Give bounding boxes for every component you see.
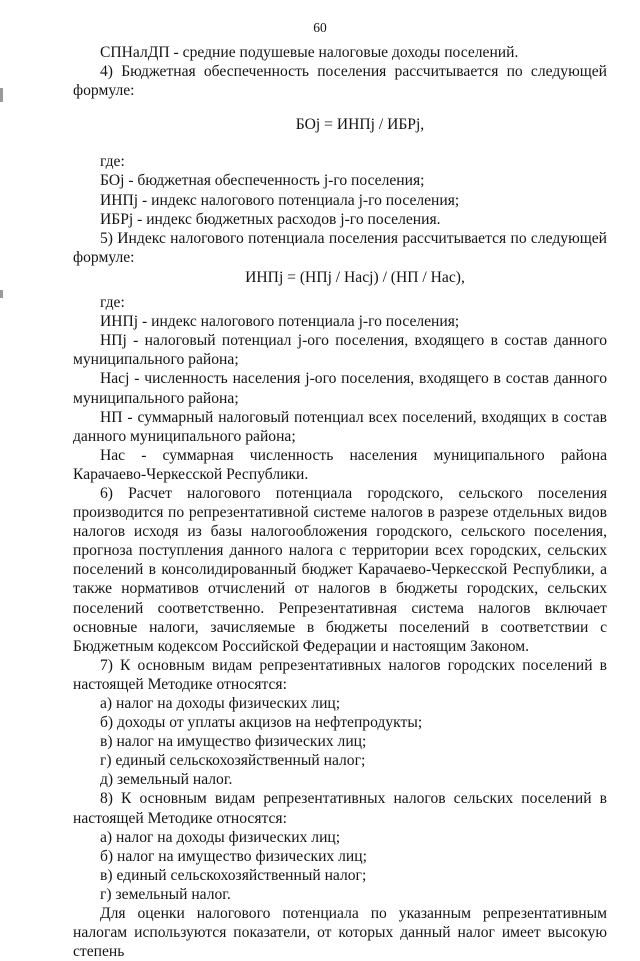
paragraph: Насj - численность населения j-ого поселения, входящего в состав данного муниципального района; <box>73 370 607 407</box>
formula: ИНПj = (НПj / Насj) / (НП / Нас), <box>245 268 465 286</box>
paragraph: б) налог на имущество физических лиц; <box>100 847 367 865</box>
paragraph: 6) Расчет налогового потенциала городского, сельского поселения производится по репрезентативной системе налогов в разрезе отдельных видов налогов исходя из базы налогообложения городского, сельского поселения, прогноза поступления данного налога с территории всех городских, сельских поселений в консолидированный бюджет Карачаево-Черкесской Республики, а также нормативов отчислений от налогов в бюджеты городских, сельских поселений соответственно. Репрезентативная система налогов включает основные налоги, зачисляемые в бюджеты поселений в соответствии с Бюджетным кодексом Российской Федерации и настоящим Законом. <box>73 484 607 655</box>
paragraph: 5) Индекс налогового потенциала поселения рассчитывается по следующей формуле: <box>73 229 607 266</box>
scan-edge-mark <box>0 290 3 298</box>
paragraph: а) налог на доходы физических лиц; <box>100 695 341 712</box>
paragraph: 7) К основным видам репрезентативных налогов городских поселений в настоящей Методике относятся: <box>73 656 607 693</box>
paragraph: б) доходы от уплаты акцизов на нефтепродукты; <box>100 714 423 732</box>
paragraph: ИНПj - индекс налогового потенциала j-го поселения; <box>100 191 460 209</box>
paragraph: в) налог на имущество физических лиц; <box>100 733 367 751</box>
paragraph: НПj - налоговый потенциал j-ого поселения, входящего в состав данного муниципального района; <box>73 332 607 369</box>
paragraph: д) земельный налог. <box>100 771 233 789</box>
paragraph: ИБРj - индекс бюджетных расходов j-го поселения. <box>100 210 441 228</box>
paragraph: СПНалДП - средние подушевые налоговые доходы поселений. <box>100 44 519 61</box>
paragraph: где: <box>100 294 125 312</box>
paragraph: НП - суммарный налоговый потенциал всех поселений, входящих в состав данного муниципального района; <box>73 408 607 445</box>
paragraph: а) налог на доходы физических лиц; <box>100 828 341 846</box>
document-body <box>73 43 607 961</box>
paragraph: где: <box>100 153 125 171</box>
paragraph: Для оценки налогового потенциала по указанным репрезентативным налогам используются показатели, от которых данный налог имеет высокую степень <box>73 905 607 961</box>
paragraph: Нас - суммарная численность населения муниципального района Карачаево-Черкесской Республики. <box>73 446 607 483</box>
page-number: 60 <box>313 20 327 35</box>
paragraph: 4) Бюджетная обеспеченность поселения рассчитывается по следующей формуле: <box>73 63 607 100</box>
paragraph: ИНПj - индекс налогового потенциала j-го поселения; <box>100 313 460 331</box>
paragraph: г) единый сельскохозяйственный налог; <box>100 752 366 770</box>
formula: БОj = ИНПj / ИБРj, <box>295 116 425 134</box>
paragraph: БОj - бюджетная обеспеченность j-го поселения; <box>100 172 425 190</box>
paragraph: 8) К основным видам репрезентативных налогов сельских поселений в настоящей Методике относятся: <box>73 790 607 827</box>
paragraph: г) земельный налог. <box>100 885 231 903</box>
paragraph: в) единый сельскохозяйственный налог; <box>100 866 367 884</box>
scan-edge-mark <box>0 88 3 102</box>
